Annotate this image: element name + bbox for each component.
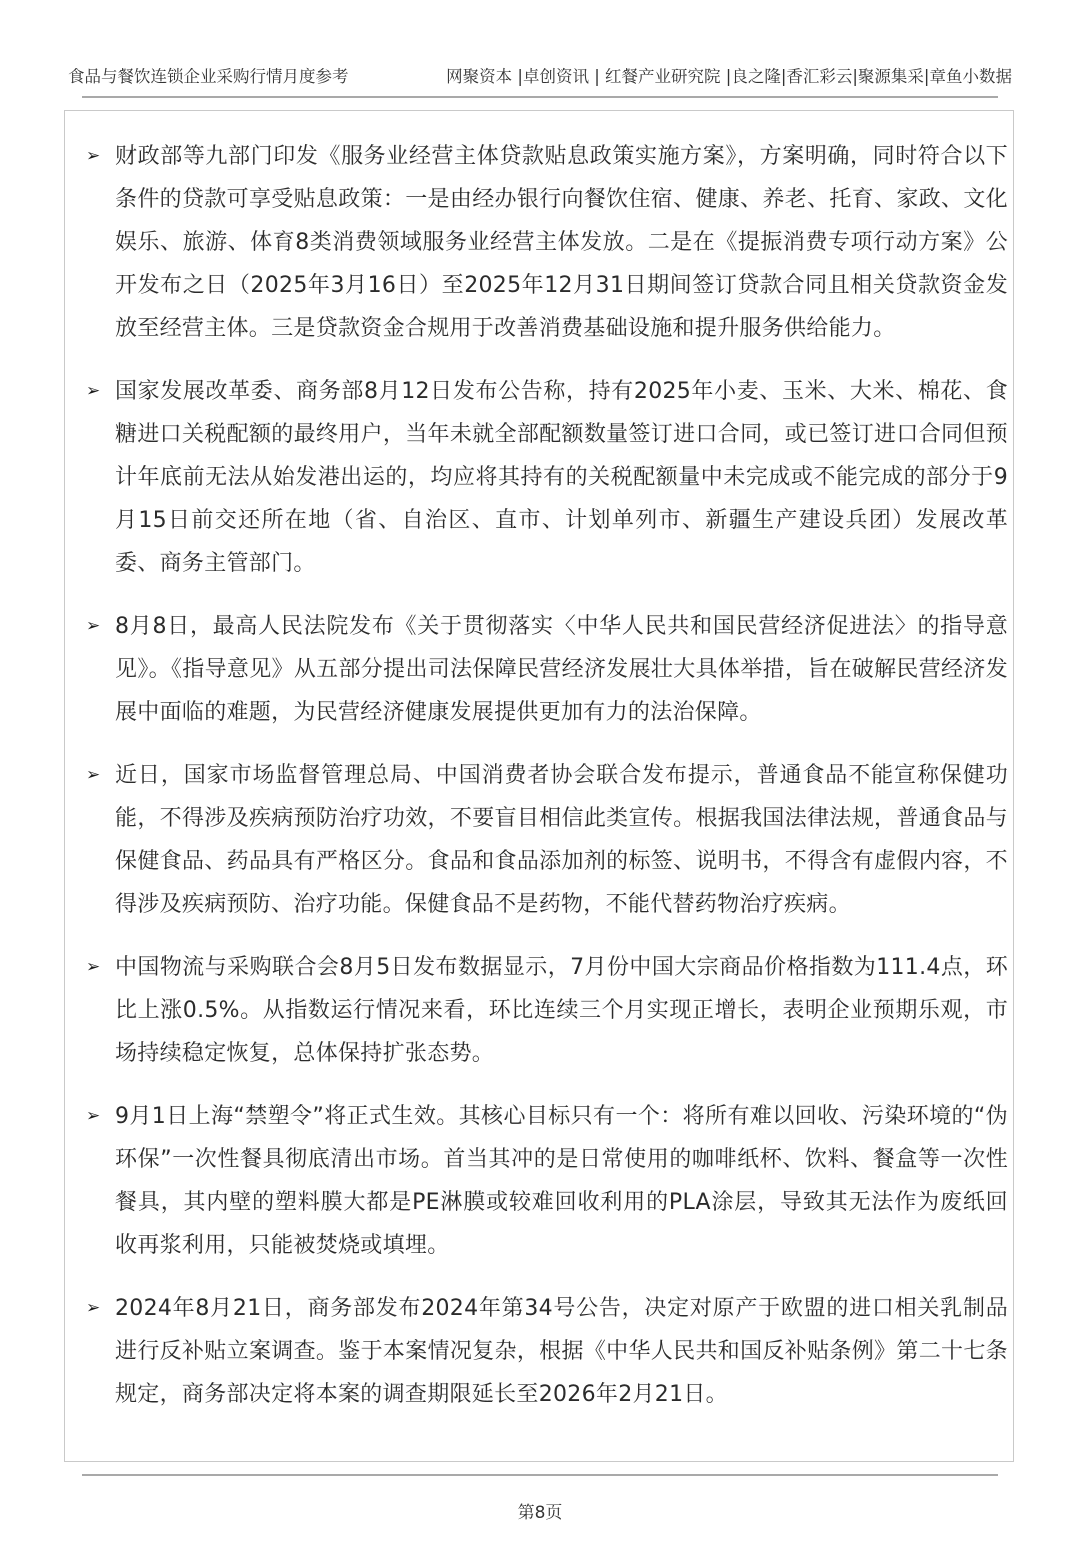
header-divider	[82, 96, 998, 98]
news-item-text: 财政部等九部门印发《服务业经营主体贷款贴息政策实施方案》，方案明确，同时符合以下条件的贷款可享受贴息政策：一是由经办银行向餐饮住宿、健康、养老、托育、家政、文化娱乐、旅游、体育8类消费领域服务业经营主体发放。二是在《提振消费专项行动方案》公开发布之日（2025年3月16日）至2025年12月31日期间签订贷款合同且相关贷款资金发放至经营主体。三是贷款资金合规用于改善消费基础设施和提升服务供给能力。	[115, 144, 1008, 341]
news-item-private-economy	[86, 605, 1014, 734]
news-item-food-health-claims	[86, 754, 1014, 926]
arrow-bullet-icon: ➢	[86, 957, 101, 977]
news-item-tariff-quota	[86, 370, 1014, 585]
news-bullet-list	[86, 135, 1014, 1436]
news-item-commodity-index	[86, 946, 1014, 1075]
source-list: 网聚资本 |卓创资讯 | 红餐产业研究院 |良之隆|香汇彩云|聚源集采|章鱼小数据	[446, 67, 1012, 86]
page-number: 第8页	[517, 1503, 563, 1523]
arrow-bullet-icon: ➢	[86, 616, 101, 636]
news-item-text: 8月8日，最高人民法院发布《关于贯彻落实〈中华人民共和国民营经济促进法〉的指导意见》。《指导意见》从五部分提出司法保障民营经济发展壮大具体举措，旨在破解民营经济发展中面临的难题，为民营经济健康发展提供更加有力的法治保障。	[115, 614, 1008, 725]
news-item-text: 近日，国家市场监督管理总局、中国消费者协会联合发布提示，普通食品不能宣称保健功能，不得涉及疾病预防治疗功效，不要盲目相信此类宣传。根据我国法律法规，普通食品与保健食品、药品具有严格区分。食品和食品添加剂的标签、说明书，不得含有虚假内容，不得涉及疾病预防、治疗功能。保健食品不是药物，不能代替药物治疗疾病。	[115, 763, 1008, 917]
page-header	[68, 62, 1012, 88]
news-item-text: 中国物流与采购联合会8月5日发布数据显示，7月份中国大宗商品价格指数为111.4点，环比上涨0.5%。从指数运行情况来看，环比连续三个月实现正增长，表明企业预期乐观，市场持续稳定恢复，总体保持扩张态势。	[115, 955, 1008, 1066]
footer-divider	[82, 1474, 998, 1476]
news-item-text: 国家发展改革委、商务部8月12日发布公告称，持有2025年小麦、玉米、大米、棉花、食糖进口关税配额的最终用户，当年未就全部配额数量签订进口合同，或已签订进口合同但预计年底前无法从始发港出运的，均应将其持有的关税配额量中未完成或不能完成的部分于9月15日前交还所在地（省、自治区、直市、计划单列市、新疆生产建设兵团）发展改革委、商务主管部门。	[115, 379, 1008, 576]
arrow-bullet-icon: ➢	[86, 1298, 101, 1318]
arrow-bullet-icon: ➢	[86, 381, 101, 401]
news-item-fiscal-subsidy	[86, 135, 1014, 350]
arrow-bullet-icon: ➢	[86, 765, 101, 785]
news-item-dairy-investigation	[86, 1287, 1014, 1416]
arrow-bullet-icon: ➢	[86, 146, 101, 166]
report-title: 食品与餐饮连锁企业采购行情月度参考	[68, 67, 349, 86]
arrow-bullet-icon: ➢	[86, 1106, 101, 1126]
news-item-text: 9月1日上海“禁塑令”将正式生效。其核心目标只有一个：将所有难以回收、污染环境的“伪环保”一次性餐具彻底清出市场。首当其冲的是日常使用的咖啡纸杯、饮料、餐盒等一次性餐具，其内壁的塑料膜大都是PE淋膜或较难回收利用的PLA涂层，导致其无法作为废纸回收再浆利用，只能被焚烧或填埋。	[115, 1104, 1008, 1258]
news-item-plastic-ban	[86, 1095, 1014, 1267]
news-item-text: 2024年8月21日，商务部发布2024年第34号公告，决定对原产于欧盟的进口相关乳制品进行反补贴立案调查。鉴于本案情况复杂，根据《中华人民共和国反补贴条例》第二十七条规定，商务部决定将本案的调查期限延长至2026年2月21日。	[115, 1296, 1008, 1407]
